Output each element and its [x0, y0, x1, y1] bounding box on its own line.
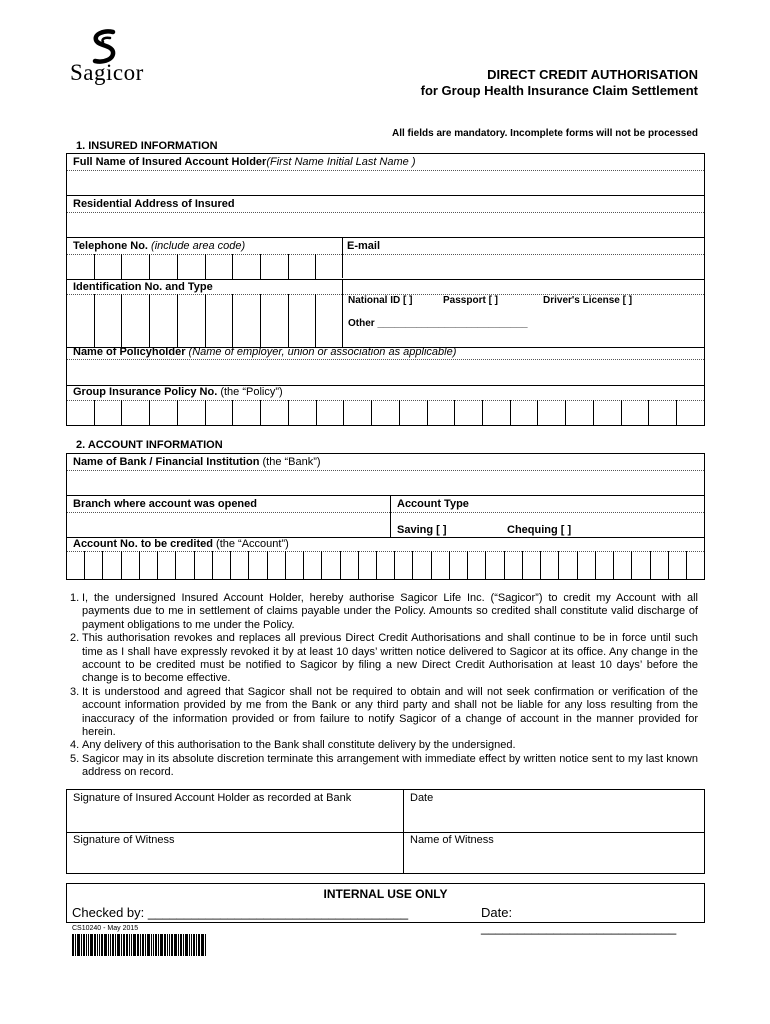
- policy-no-digit-boxes[interactable]: [67, 400, 704, 425]
- national-id-checkbox[interactable]: National ID [ ]: [348, 295, 413, 306]
- drivers-license-checkbox[interactable]: Driver's License [ ]: [543, 295, 633, 306]
- telephone-digit-boxes[interactable]: [67, 254, 343, 279]
- mandatory-note: All fields are mandatory. Incomplete forms will not be processed: [391, 128, 698, 139]
- barcode-icon: [72, 934, 248, 956]
- address-label: Residential Address of Insured: [73, 198, 235, 210]
- account-no-label: Account No. to be credited (the “Account”): [73, 538, 289, 550]
- witness-name-field[interactable]: [404, 848, 704, 874]
- terms-list: [70, 592, 698, 780]
- signature-table: [66, 789, 705, 874]
- account-no-digit-boxes[interactable]: [67, 551, 704, 579]
- witness-signature-field[interactable]: [67, 848, 403, 874]
- address-field[interactable]: [67, 213, 704, 237]
- email-field[interactable]: [343, 255, 705, 279]
- saving-checkbox[interactable]: Saving [ ]: [397, 524, 447, 536]
- term-item: 5. Sagicor may in its absolute discretion terminate this arrangement with immediate effect by written notice sent to my last known address on record.: [70, 752, 698, 779]
- witness-name-label: Name of Witness: [410, 834, 494, 846]
- account-info-table: [66, 453, 705, 580]
- telephone-label: Telephone No. (include area code): [73, 240, 246, 252]
- section1-title: 1. INSURED INFORMATION: [76, 140, 218, 152]
- insured-info-table: [66, 153, 705, 426]
- account-type-label: Account Type: [397, 498, 469, 510]
- chequing-checkbox[interactable]: Chequing [ ]: [507, 524, 572, 536]
- internal-date-field[interactable]: Date: ___________________________: [481, 905, 677, 935]
- bank-field[interactable]: [67, 471, 704, 495]
- branch-field[interactable]: [67, 513, 389, 537]
- date-label: Date: [410, 792, 434, 804]
- witness-signature-label: Signature of Witness: [73, 834, 175, 846]
- policy-no-label: Group Insurance Policy No. (the “Policy”): [73, 386, 283, 398]
- passport-checkbox[interactable]: Passport [ ]: [443, 295, 499, 306]
- other-id-field[interactable]: Other ___________________________: [348, 318, 528, 329]
- holder-signature-label: Signature of Insured Account Holder as recorded at Bank: [73, 792, 352, 804]
- term-item: 2. This authorisation revokes and replaces all previous Direct Credit Authorisations and shall continue to be in force until such time as I shall have expressly revoked it by at least 10 days’ written notice delivered to Sagicor at its office. Any change in the account to be credited must be notified to Sagicor by filing a new Direct Credit Authorisation at least 10 days’ before the change is to become effective.: [70, 632, 698, 685]
- checked-by-field[interactable]: Checked by: ____________________________________: [72, 905, 409, 920]
- term-item: 4. Any delivery of this authorisation to the Bank shall constitute delivery by the undersigned.: [70, 739, 516, 752]
- section2-title: 2. ACCOUNT INFORMATION: [76, 439, 223, 451]
- internal-use-title: INTERNAL USE ONLY: [323, 887, 448, 901]
- email-label: E-mail: [347, 240, 381, 252]
- term-item: 1. I, the undersigned Insured Account Holder, hereby authorise Sagicor Life Inc. (“Sagicor”) to credit my Account with all payments due to me in settlement of claims payable under the Policy. Amounts so credited shall constitute valid discharge of payment obligations to me under the Policy.: [70, 592, 698, 631]
- holder-signature-field[interactable]: [67, 806, 403, 832]
- brand-name: Sagicor: [70, 60, 144, 85]
- branch-label: Branch where account was opened: [73, 498, 257, 510]
- full-name-label: Full Name of Insured Account Holder(First Name Initial Last Name ): [73, 156, 416, 168]
- bank-label: Name of Bank / Financial Institution (the “Bank”): [73, 456, 321, 468]
- term-item: 3. It is understood and agreed that Sagicor shall not be required to obtain and will not seek confirmation or verification of the account information provided by me from the Bank or any third party and shall not be liable for any loss resulting from the inaccuracy of the information provided or from failure to notify Sagicor of a change of account in the manner provided for herein.: [70, 685, 698, 739]
- id-label: Identification No. and Type: [73, 281, 213, 293]
- date-field[interactable]: [404, 806, 704, 832]
- policyholder-field[interactable]: [67, 360, 704, 385]
- form-subtitle: for Group Health Insurance Claim Settlement: [420, 83, 698, 98]
- full-name-field[interactable]: [67, 171, 704, 195]
- policyholder-label: Name of Policyholder (Name of employer, union or association as applicable): [73, 346, 457, 358]
- form-code: CS10240 - May 2015: [72, 925, 139, 932]
- form-title: DIRECT CREDIT AUTHORISATION: [487, 67, 698, 82]
- id-digit-boxes[interactable]: [67, 294, 343, 347]
